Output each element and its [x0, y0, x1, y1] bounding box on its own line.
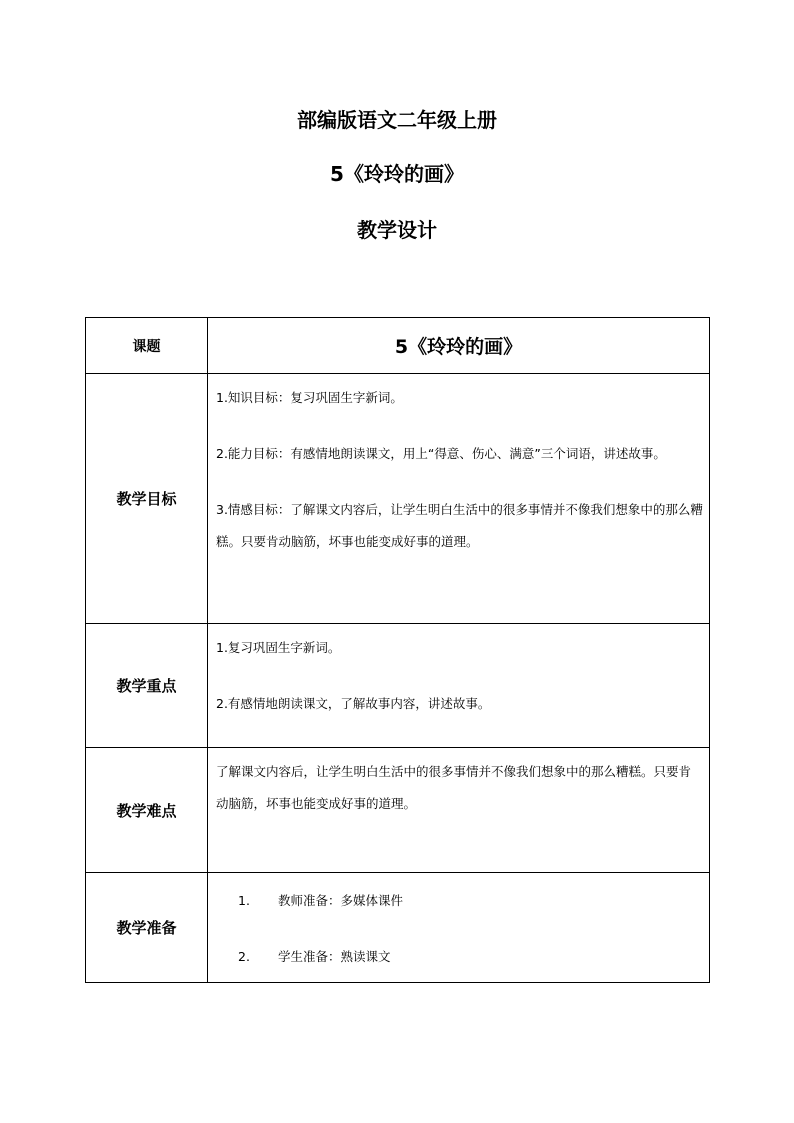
objective-item: 2.能力目标：有感情地朗读课文，用上“得意、伤心、满意”三个词语，讲述故事。: [216, 446, 666, 461]
preparation-label: 教学准备: [86, 873, 208, 983]
list-item: [216, 885, 703, 917]
list-item-number: 2.: [238, 949, 250, 964]
document-subtitle: 教学设计: [357, 218, 437, 242]
preparation-list: [216, 881, 703, 973]
key-points-content: [208, 624, 710, 748]
difficulties-label: 教学难点: [86, 748, 208, 873]
key-points-label: 教学重点: [86, 624, 208, 748]
table-row-difficulties: [86, 748, 710, 873]
preparation-content: [208, 873, 710, 983]
objective-item: 3.情感目标：了解课文内容后，让学生明白生活中的很多事情并不像我们想象中的那么糟糕。只要肯动脑筋，坏事也能变成好事的道理。: [216, 502, 703, 549]
document-title: 部编版语文二年级上册: [297, 108, 497, 132]
difficulties-text: 了解课文内容后，让学生明白生活中的很多事情并不像我们想象中的那么糟糕。只要肯动脑筋，坏事也能变成好事的道理。: [216, 764, 692, 811]
topic-label: 课题: [86, 318, 208, 374]
table-row-objectives: [86, 374, 710, 624]
objective-item: 1.知识目标：复习巩固生字新词。: [216, 390, 403, 405]
key-point-item: 1.复习巩固生字新词。: [216, 640, 341, 655]
objectives-content: [208, 374, 710, 624]
table-row-preparation: [86, 873, 710, 983]
lesson-title: 5《玲玲的画》: [330, 162, 464, 186]
lesson-plan-table: [85, 317, 710, 983]
table-row-topic: [86, 318, 710, 374]
list-item-text: 学生准备：熟读课文: [278, 949, 391, 964]
list-item: [216, 941, 703, 973]
list-item-number: 1.: [238, 893, 250, 908]
topic-value: 5《玲玲的画》: [208, 318, 710, 374]
list-item-text: 教师准备：多媒体课件: [278, 893, 404, 908]
key-point-item: 2.有感情地朗读课文，了解故事内容，讲述故事。: [216, 696, 491, 711]
table-row-key-points: [86, 624, 710, 748]
difficulties-content: [208, 748, 710, 873]
objectives-label: 教学目标: [86, 374, 208, 624]
